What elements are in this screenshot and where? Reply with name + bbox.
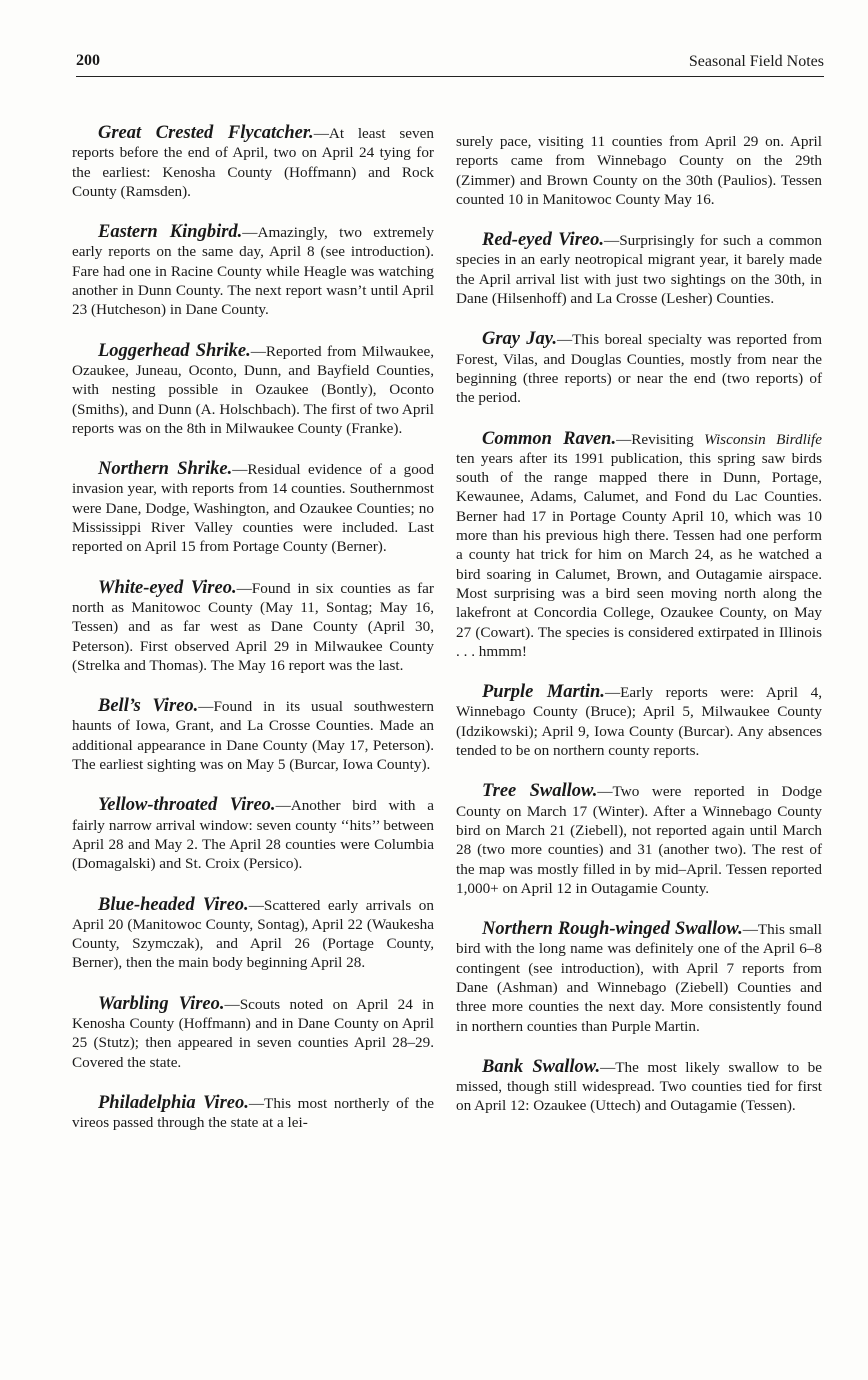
species-entry bbox=[72, 342, 434, 438]
species-entry bbox=[72, 124, 434, 201]
species-name: Great Crested Flycatcher. bbox=[98, 123, 314, 143]
species-entry bbox=[72, 796, 434, 873]
species-name: Bank Swallow. bbox=[482, 1056, 601, 1077]
species-name: Common Raven. bbox=[482, 428, 617, 449]
species-name: Eastern Kingbird. bbox=[98, 222, 243, 243]
species-text: —Residual evidence of a good invasion year, with reports from 14 counties. Southernmost were Dane, Dodge, Washington, and Ozaukee Counties; no Mississippi River Valley counties were included. Last reported on April 15 from Portage County (Berner). bbox=[72, 461, 434, 556]
species-entry bbox=[72, 697, 434, 774]
species-entry bbox=[72, 579, 434, 675]
species-text: —Revisiting bbox=[616, 430, 705, 448]
species-text: —The most likely swallow to be missed, though still widespread. Two counties tied for first on April 12: Ozaukee (Uttech) and Outagamie (Tessen). bbox=[456, 1058, 822, 1115]
species-entry bbox=[72, 460, 434, 556]
species-entry bbox=[456, 782, 822, 898]
species-text: —Reported from Milwaukee, Ozaukee, Juneau, Oconto, Dunn, and Bayfield Counties, with nesting possible in Ozaukee (Bontly), Oconto (Smiths), and Dunn (A. Holschbach). The first of two April reports was on the 8th in Milwaukee County (Franke). bbox=[72, 342, 435, 437]
species-text: —Scouts noted on April 24 in Kenosha County (Hoffmann) and in Dane County on April 25 (Stutz); then appeared in seven counties April 28–29. Covered the state. bbox=[72, 995, 434, 1071]
species-text: —This small bird with the long name was definitely one of the April 6–8 contingent (see introduction), with April 7 reports from Dane (Ashman) and Winnebago (Ziebell) Counties and three more counties the next day. More consistently found in northern counties than Purple Martin. bbox=[456, 921, 822, 1035]
species-text: —Found in six counties as far north as Manitowoc County (May 11, Sontag; May 16, Tessen) and as far west as Dane County (April 30, Peterson). First observed April 29 in Milwaukee County (Strelka and Thomas). The May 16 report was the last. bbox=[72, 579, 434, 674]
species-name: Warbling Vireo. bbox=[98, 993, 225, 1014]
species-text: ten years after its 1991 publication, this spring saw birds south of the range mapped there in Dunn, Portage, Kewaunee, Adams, Calumet, and Fond du Lac Counties. Berner had 17 in Portage County April 10, which was 10 more than his previous high there. Tessen had one perform a county hat trick for him on March 24, as he watched a bird soaring in Calumet, Brown, and Outagamie airspace. Most surprising was a bird seen moving north along the lakefront at Concordia College, Ozaukee County, on May 27 (Cowart). The species is considered extirpated in Illinois . . . hmmm! bbox=[456, 449, 822, 660]
species-name: Purple Martin. bbox=[482, 682, 605, 703]
species-text: —This boreal specialty was reported from Forest, Vilas, and Douglas Counties, mostly from near the beginning (three reports) or near the end (two reports) of the period. bbox=[456, 331, 823, 407]
species-name: Northern Shrike. bbox=[98, 459, 233, 480]
right-column bbox=[456, 132, 822, 1138]
species-entry bbox=[456, 231, 822, 308]
species-name: Blue-headed Vireo. bbox=[98, 894, 249, 915]
species-text: —Amazingly, two extremely early reports on the same day, April 8 (see introduction). Fare had one in Racine County while Heagle was watching another in Dunn County. The next report wasn’t until April 23 (Hutcheson) in Dane County. bbox=[72, 224, 434, 319]
book-title: Wisconsin Birdlife bbox=[704, 430, 822, 448]
species-entry bbox=[72, 896, 434, 973]
left-column bbox=[72, 124, 434, 1154]
species-name: Tree Swallow. bbox=[482, 781, 598, 802]
species-name: Gray Jay. bbox=[482, 329, 557, 350]
species-text: —Two were reported in Dodge County on March 17 (Winter). After a Winnebago County bird on March 21 (Ziebell), not reported again until March 28 (two more counties) and 31 (another two). The rest of the map was mostly filled in by mid–April. Tessen reported 1,000+ on April 12 in Outagamie County. bbox=[456, 783, 823, 897]
species-text: —Surprisingly for such a common species in an early neotropical migrant year, it barely made the April arrival list with just two sightings on the 30th, in Dane (Hilsenhoff) and La Crosse (Lesher) Counties. bbox=[456, 232, 822, 308]
species-text: —Found in its usual southwestern haunts of Iowa, Grant, and La Crosse Counties. Made an additional appearance in Dane County (May 17, Peterson). The earliest sighting was on May 5 (Burcar, Iowa County). bbox=[72, 698, 435, 774]
species-name: Northern Rough-winged Swallow. bbox=[482, 919, 743, 940]
species-name: Loggerhead Shrike. bbox=[98, 340, 251, 361]
species-entry bbox=[456, 430, 822, 662]
running-title: Seasonal Field Notes bbox=[688, 53, 824, 70]
continued-paragraph: surely pace, visiting 11 counties from April 29 on. April reports came from Winnebago County on the 29th (Zimmer) and Brown County on the 30th (Paulios). Tessen counted 10 in Manitowoc County May 16. bbox=[456, 133, 822, 208]
species-entry bbox=[456, 330, 822, 407]
species-text: —At least seven reports before the end of April, two on April 24 tying for the earliest: Kenosha County (Hoffmann) and Rock County (Ramsden). bbox=[72, 125, 434, 200]
page-header bbox=[76, 48, 824, 77]
species-name: Philadelphia Vireo. bbox=[98, 1092, 249, 1113]
species-text: —Scattered early arrivals on April 20 (Manitowoc County, Sontag), April 22 (Waukesha County, Szymczak), and April 26 (Portage County, Berner), then the main body beginning April 28. bbox=[72, 896, 434, 972]
species-name: Yellow-throated Vireo. bbox=[98, 795, 276, 816]
page-number: 200 bbox=[76, 52, 100, 69]
species-entry bbox=[72, 1094, 434, 1133]
species-text: —This most northerly of the vireos passed through the state at a lei- bbox=[72, 1094, 434, 1132]
species-entry bbox=[456, 1058, 822, 1116]
species-name: White-eyed Vireo. bbox=[98, 577, 237, 598]
species-text: —Another bird with a fairly narrow arrival window: seven county ‘‘hits’’ between April 28 and May 2. The April 28 counties were Columbia (Domagalski) and St. Croix (Persico). bbox=[72, 797, 434, 873]
species-entry bbox=[456, 683, 822, 760]
species-name: Bell’s Vireo. bbox=[98, 696, 199, 717]
species-entry bbox=[456, 920, 822, 1036]
species-name: Red-eyed Vireo. bbox=[482, 230, 604, 251]
species-entry bbox=[72, 223, 434, 319]
species-text: —Early reports were: April 4, Winnebago County (Bruce); April 5, Milwaukee County (Idzikowski); April 9, Iowa County (Burcar). Any absences tended to be on northern county reports. bbox=[456, 684, 822, 760]
species-entry bbox=[72, 995, 434, 1072]
